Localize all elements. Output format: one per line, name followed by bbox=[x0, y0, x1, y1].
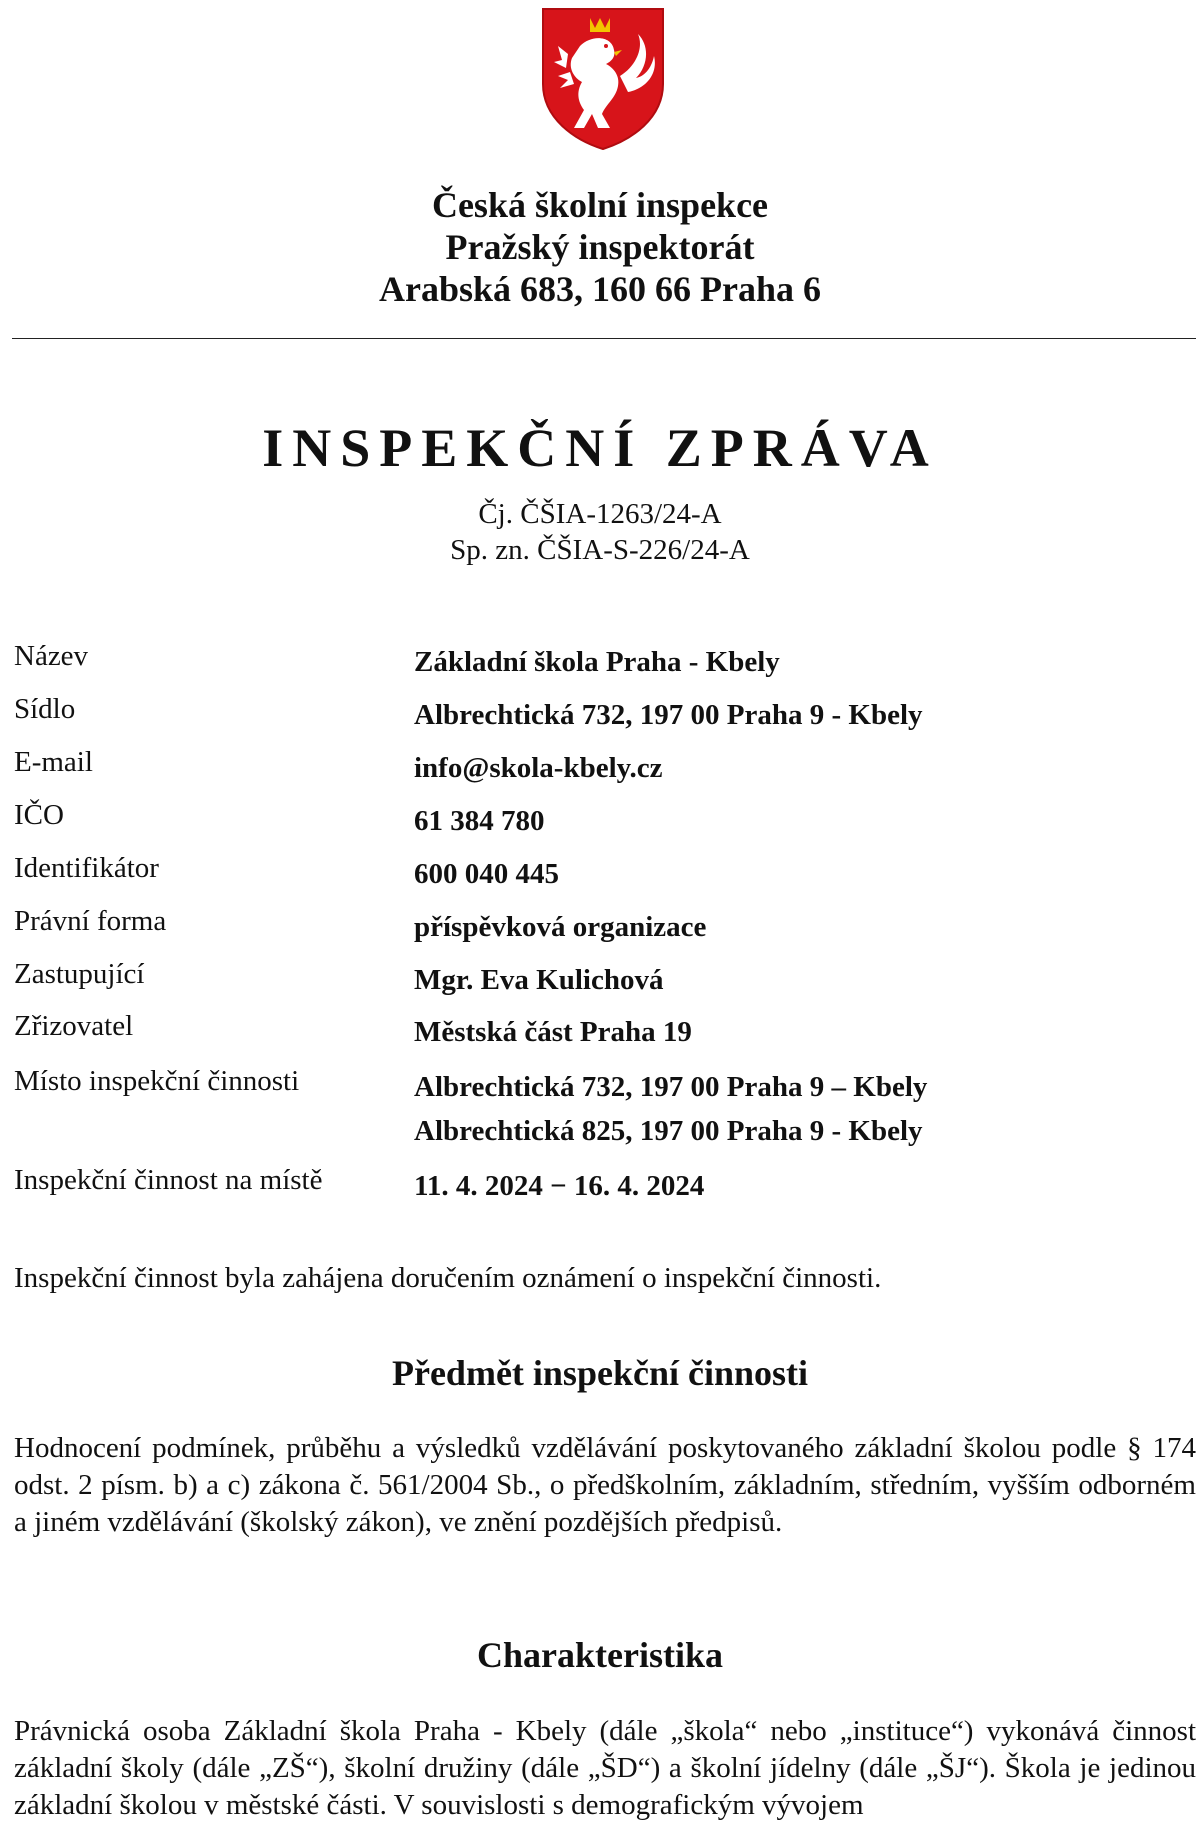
info-value bbox=[414, 1164, 704, 1208]
info-label: Zastupující bbox=[14, 958, 145, 990]
report-title: INSPEKČNÍ ZPRÁVA bbox=[262, 418, 938, 478]
info-label: Místo inspekční činnosti bbox=[14, 1065, 300, 1097]
report-references bbox=[0, 496, 1200, 568]
info-label: Sídlo bbox=[14, 693, 76, 725]
inspectorate-header bbox=[0, 184, 1200, 310]
info-label: E-mail bbox=[14, 746, 93, 778]
info-value bbox=[414, 1010, 692, 1054]
reference-spzn: Sp. zn. ČŠIA-S-226/24-A bbox=[450, 534, 750, 566]
email-link[interactable]: info@skola-kbely.cz bbox=[414, 752, 663, 784]
info-value bbox=[414, 905, 706, 949]
info-label: Inspekční činnost na místě bbox=[14, 1164, 323, 1196]
info-value-line: 11. 4. 2024 − 16. 4. 2024 bbox=[414, 1170, 705, 1202]
info-value-line: Mgr. Eva Kulichová bbox=[414, 964, 664, 996]
info-value bbox=[414, 746, 663, 790]
reference-cj: Čj. ČŠIA-1263/24-A bbox=[478, 498, 722, 530]
header-organization: Česká školní inspekce bbox=[431, 185, 769, 225]
info-label: Právní forma bbox=[14, 905, 167, 937]
section-heading-subject: Předmět inspekční činnosti bbox=[391, 1353, 808, 1393]
info-label: Zřizovatel bbox=[14, 1010, 134, 1042]
info-value bbox=[414, 640, 780, 684]
info-value bbox=[414, 799, 545, 843]
section-heading-characteristics: Charakteristika bbox=[477, 1635, 723, 1675]
info-value bbox=[414, 852, 559, 896]
info-value bbox=[414, 693, 923, 737]
intro-paragraph: Inspekční činnost byla zahájena doručením oznámení o inspekční činnosti. bbox=[14, 1262, 882, 1294]
info-value-line: Základní škola Praha - Kbely bbox=[414, 646, 780, 678]
header-divider bbox=[12, 338, 1196, 339]
info-value-line: Albrechtická 732, 197 00 Praha 9 – Kbely bbox=[414, 1071, 928, 1103]
info-value-line: Albrechtická 732, 197 00 Praha 9 - Kbely bbox=[414, 699, 923, 731]
info-value bbox=[414, 958, 663, 1002]
info-value-line: Městská část Praha 19 bbox=[414, 1016, 692, 1048]
info-value-line: 61 384 780 bbox=[414, 805, 545, 837]
section-paragraph-subject: Hodnocení podmínek, průběhu a výsledků vzdělávání poskytovaného základní školou podle § 174 odst. 2 písm. b) a c) zákona č. 561/2004 Sb., o předškolním, základním, středním, vyšším odborném a jiném vzdělávání (školský zákon), ve znění pozdějších předpisů. bbox=[14, 1432, 1196, 1538]
info-value-line: příspěvková organizace bbox=[414, 911, 707, 943]
info-value bbox=[414, 1065, 927, 1153]
coat-of-arms-emblem bbox=[540, 6, 666, 152]
info-value-line: 600 040 445 bbox=[414, 858, 559, 890]
header-inspectorate: Pražský inspektorát bbox=[445, 227, 755, 267]
info-value-line: Albrechtická 825, 197 00 Praha 9 - Kbely bbox=[414, 1115, 923, 1147]
info-label: IČO bbox=[14, 799, 64, 831]
section-paragraph-characteristics: Právnická osoba Základní škola Praha - Kbely (dále „škola“ nebo „instituce“) vykonává činnost základní školy (dále „ZŠ“), školní družiny (dále „ŠD“) a školní jídelny (dále „ŠJ“). Škola je jedinou základní školou v městské části. V souvislosti s demografickým vývojem bbox=[14, 1715, 1196, 1821]
info-label: Identifikátor bbox=[14, 852, 159, 884]
header-address: Arabská 683, 160 66 Praha 6 bbox=[378, 269, 822, 309]
info-label: Název bbox=[14, 640, 89, 672]
